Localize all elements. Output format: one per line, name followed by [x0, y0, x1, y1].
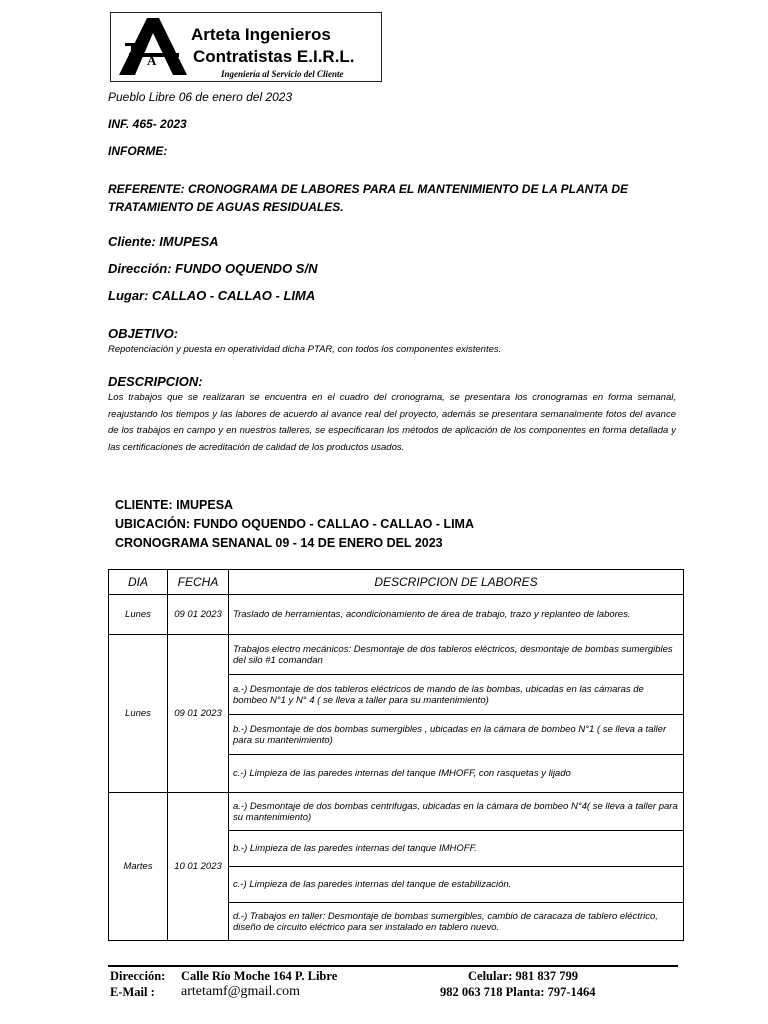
company-logo [110, 12, 382, 82]
referente-line2: TRATAMIENTO DE AGUAS RESIDUALES. [108, 200, 344, 214]
report-label: INFORME: [108, 144, 168, 158]
row-desc: Trabajos electro mecánicos: Desmontaje de dos tableros eléctricos, desmontaje de bombas sumergibles del silo #1 comandan [229, 635, 684, 675]
logo-name-line1: Arteta Ingenieros [191, 25, 331, 44]
logo-letter: A [147, 53, 157, 68]
table-row [109, 793, 684, 831]
table-header-row [109, 570, 684, 595]
description-text: Los trabajos que se realizaran se encuentra en el cuadro del cronograma, se presentara los cronogramas en forma semanal, reajustando los tiempos y las labores de acuerdo al avance real del proyecto, además se presentara semanalmente fotos del avance de los trabajos en campo y en nuestros talleres, se especificaran los métodos de aplicación de los componentes en forma detallada y las certificaciones de acreditación de calidad de los productos usados. [108, 392, 676, 453]
header-dia: DIA [109, 570, 168, 595]
location-line: Lugar: CALLAO - CALLAO - LIMA [108, 288, 316, 303]
description-title: DESCRIPCION: [108, 374, 203, 389]
footer-address-value: Calle Río Moche 164 P. Libre [181, 969, 338, 983]
objective-text: Repotenciación y puesta en operatividad dicha PTAR, con todos los componentes existentes. [108, 344, 502, 355]
footer-phones: 982 063 718 Planta: 797-1464 [440, 985, 596, 999]
footer-divider [108, 965, 678, 967]
row-dia: Lunes [109, 635, 168, 793]
table-row [109, 595, 684, 635]
address-line: Dirección: FUNDO OQUENDO S/N [108, 261, 318, 276]
footer-mobile: Celular: 981 837 799 [468, 969, 579, 983]
footer-address-label: Dirección: [110, 969, 166, 983]
logo-emblem-icon [111, 13, 201, 81]
schedule-table [108, 569, 684, 941]
row-desc: d.-) Trabajos en taller: Desmontaje de bombas sumergibles, cambio de caracaza de tablero eléctrico, diseño de circuito eléctrico para ser instalado en tablero nuevo. [229, 903, 684, 941]
row-dia: Lunes [109, 595, 168, 635]
table-row [109, 635, 684, 675]
footer-email-label: E-Mail : [110, 985, 155, 999]
row-desc: Traslado de herramientas, acondicionamiento de área de trabajo, trazo y replanteo de labores. [229, 595, 684, 635]
row-desc: c.-) Limpieza de las paredes internas del tanque de estabilización. [229, 867, 684, 903]
row-desc: b.-) Desmontaje de dos bombas sumergibles , ubicadas en la cámara de bombeo N°1 ( se lleva a taller para su mantenimiento) [229, 715, 684, 755]
header-fecha: FECHA [168, 570, 229, 595]
row-desc: c.-) Limpieza de las paredes internas del tanque IMHOFF, con rasquetas y lijado [229, 755, 684, 793]
row-dia: Martes [109, 793, 168, 941]
row-desc: a.-) Desmontaje de dos bombas centrifugas, ubicadas en la cámara de bombeo N°4( se lleva a taller para su mantenimiento) [229, 793, 684, 831]
objective-title: OBJETIVO: [108, 326, 179, 341]
referente-line1: REFERENTE: CRONOGRAMA DE LABORES PARA EL MANTENIMIENTO DE LA PLANTA DE [108, 182, 629, 196]
header-descripcion: DESCRIPCION DE LABORES [229, 570, 684, 595]
row-desc: a.-) Desmontaje de dos tableros eléctricos de mando de las bombas, ubicadas en las cámaras de bombeo N°1 y N° 4 ( se lleva a taller para su mantenimiento) [229, 675, 684, 715]
row-fecha: 10 01 2023 [168, 793, 229, 941]
logo-name-line2: Contratistas E.I.R.L. [193, 47, 355, 66]
report-number: INF. 465- 2023 [108, 117, 187, 131]
logo-tagline: Ingeniería al Servicio del Cliente [221, 69, 344, 79]
section-client: CLIENTE: IMUPESA [115, 498, 234, 512]
section-location: UBICACIÓN: FUNDO OQUENDO - CALLAO - CALLAO - LIMA [115, 517, 474, 531]
row-fecha: 09 01 2023 [168, 635, 229, 793]
row-fecha: 09 01 2023 [168, 595, 229, 635]
row-desc: b.-) Limpieza de las paredes internas del tanque IMHOFF. [229, 831, 684, 867]
document-date: Pueblo Libre 06 de enero del 2023 [108, 90, 293, 104]
client-line: Cliente: IMUPESA [108, 234, 219, 249]
footer-email-value[interactable]: artetamf@gmail.com [181, 984, 301, 999]
section-schedule-title: CRONOGRAMA SENANAL 09 - 14 DE ENERO DEL 2023 [115, 536, 443, 550]
